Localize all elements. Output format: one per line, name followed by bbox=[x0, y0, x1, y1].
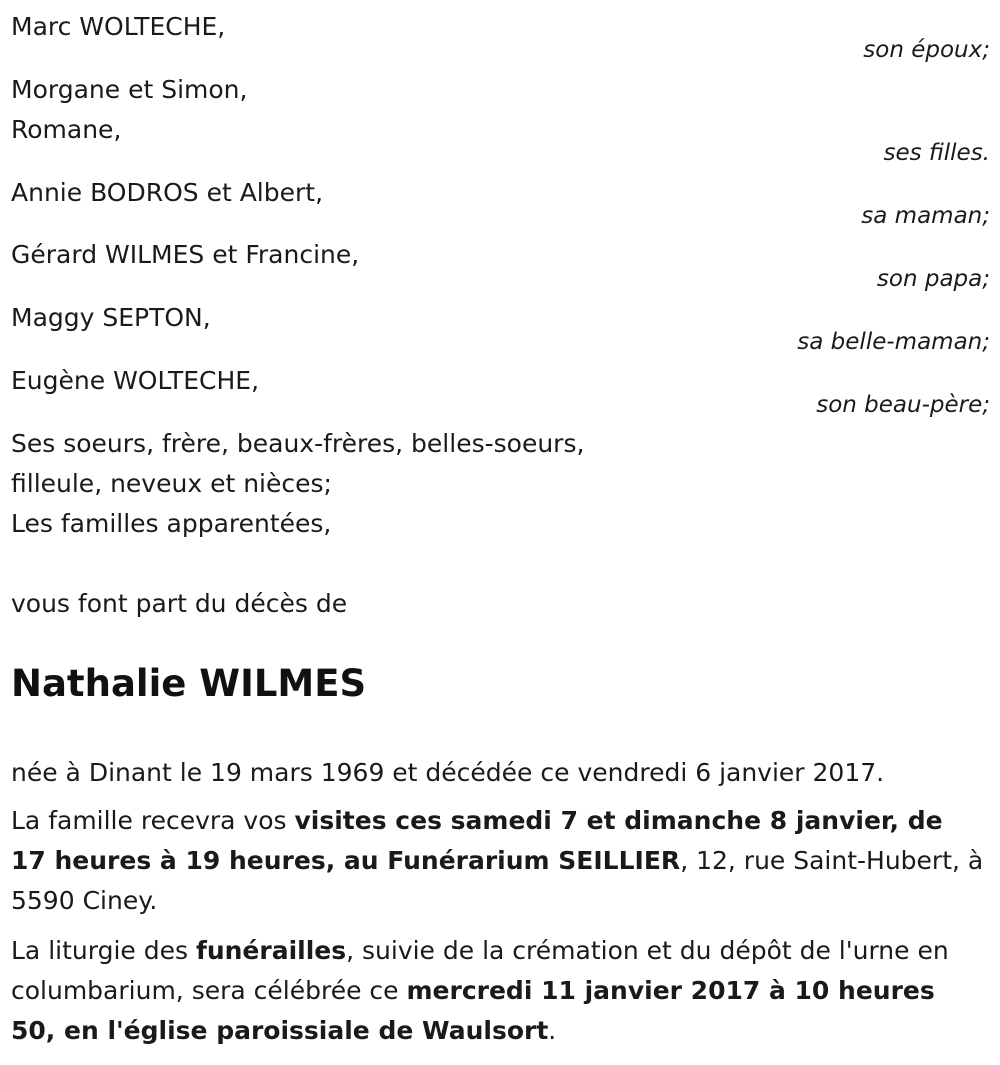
visits-prefix: La famille recevra vos bbox=[11, 806, 295, 835]
funeral-prefix: La liturgie des bbox=[11, 936, 196, 965]
relation-7: son beau-père; bbox=[816, 392, 990, 418]
funeral-end: . bbox=[548, 1016, 557, 1045]
family-name-4: Annie BODROS et Albert, bbox=[11, 178, 324, 207]
funeral-word: funérailles bbox=[195, 936, 347, 965]
funeral-paragraph bbox=[11, 931, 986, 1051]
extended-line-2: filleule, neveux et nièces; bbox=[11, 469, 332, 498]
deceased-name: Nathalie WILMES bbox=[11, 662, 367, 705]
relation-4: sa maman; bbox=[861, 203, 990, 229]
family-name-3: Romane, bbox=[11, 115, 122, 144]
extended-line-3: Les familles apparentées, bbox=[11, 509, 332, 538]
funeral-middle: , suivie de la crémation et du dépôt de l'urne en columbarium, sera célébrée ce bbox=[11, 936, 949, 1005]
relation-1: son époux; bbox=[863, 37, 990, 63]
visits-address: , 12, rue Saint-Hubert, à 5590 Ciney. bbox=[11, 846, 984, 915]
family-name-7: Eugène WOLTECHE, bbox=[11, 366, 260, 395]
visits-paragraph bbox=[11, 801, 986, 921]
family-name-5: Gérard WILMES et Francine, bbox=[11, 240, 360, 269]
announcement: vous font part du décès de bbox=[11, 589, 348, 618]
relation-6: sa belle-maman; bbox=[797, 329, 990, 355]
family-name-1: Marc WOLTECHE, bbox=[11, 12, 226, 41]
funeral-details: mercredi 11 janvier 2017 à 10 heures 50, en l'église paroissiale de Waulsort bbox=[11, 976, 935, 1045]
relation-5: son papa; bbox=[876, 266, 990, 292]
relation-3: ses filles. bbox=[883, 140, 990, 166]
family-name-2: Morgane et Simon, bbox=[11, 75, 248, 104]
extended-line-1: Ses soeurs, frère, beaux-frères, belles-soeurs, bbox=[11, 429, 585, 458]
birth-death-info: née à Dinant le 19 mars 1969 et décédée ce vendredi 6 janvier 2017. bbox=[11, 758, 885, 787]
visits-details: visites ces samedi 7 et dimanche 8 janvier, de 17 heures à 19 heures, au Funérarium SEILLIER bbox=[11, 806, 943, 875]
family-name-6: Maggy SEPTON, bbox=[11, 303, 211, 332]
